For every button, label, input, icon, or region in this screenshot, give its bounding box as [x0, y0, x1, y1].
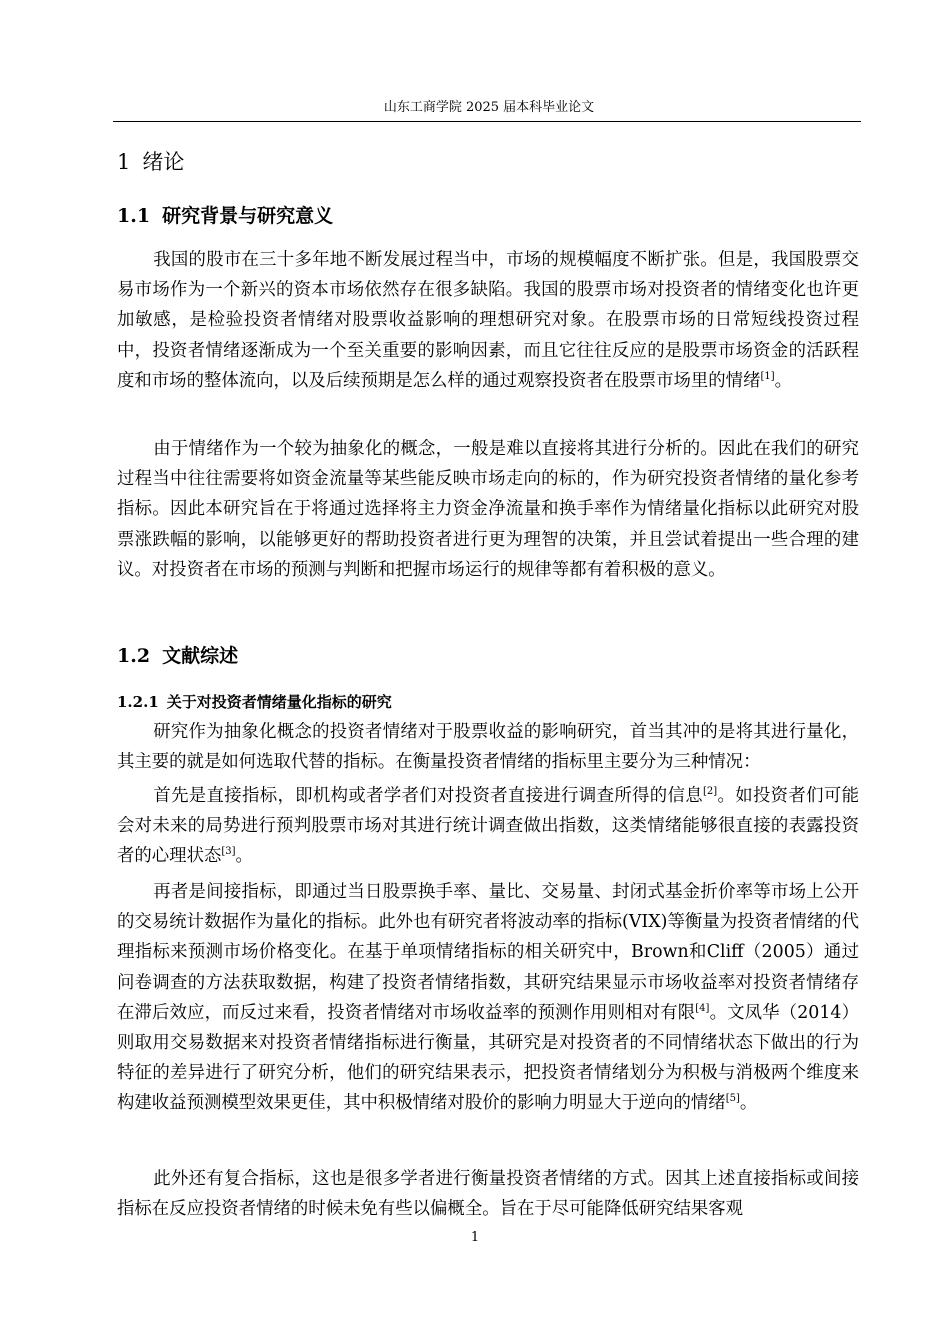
paragraph-indirect-indicators: 再者是间接指标，即通过当日股票换手率、量比、交易量、封闭式基金折价率等市场上公开的交易统计数据作为量化的指标。此外也有研究者将波动率的指标(VIX)等衡量为投资者情绪的代理指标来预测市场价格变化。在基于单项情绪指标的相关研究中，Brown和Cliff（2005）通过问卷调查的方法获取数据，构建了投资者情绪指数，其研究结果显示市场收益率对投资者情绪存在滞后效应，而反过来看，投资者情绪对市场收益率的预测作用则相对有限[4]。文凤华（2014）则取用交易数据来对投资者情绪指标进行衡量，其研究是对投资者的不同情绪状态下做出的行为特征的差异进行了研究分析，他们的研究结果表示，把投资者情绪划分为积极与消极两个维度来构建收益预测模型效果更佳，其中积极情绪对股价的影响力明显大于逆向的情绪[5]。	[117, 882, 859, 1114]
section-heading-1-2	[117, 642, 238, 670]
chapter-title: 绪论	[142, 150, 185, 174]
section-title: 研究背景与研究意义	[162, 205, 334, 227]
subsection-title: 关于对投资者情绪量化指标的研究	[166, 693, 392, 711]
page-header: 山东工商学院 2025 届本科毕业论文	[383, 100, 595, 115]
paragraph-text: 我国的股市在三十多年地不断发展过程当中，市场的规模幅度不断扩张。但是，我国股票交易市场作为一个新兴的资本市场依然存在很多缺陷。我国的股票市场对投资者的情绪变化也许更加敏感，是检验投资者情绪对股票收益影响的理想研究对象。在股票市场的日常短线投资过程中，投资者情绪逐渐成为一个至关重要的影响因素，而且它往往反应的是股票市场资金的活跃程度和市场的整体流向，以及后续预期是怎么样的通过观察投资者在股票市场里的情绪	[117, 250, 859, 391]
paragraph-composite-indicators	[117, 1164, 859, 1224]
paragraph-text: 研究作为抽象化概念的投资者情绪对于股票收益的影响研究，首当其冲的是将其进行量化，其主要的就是如何选取代替的指标。在衡量投资者情绪的指标里主要分为三种情况：	[117, 722, 859, 773]
citation: [5]	[725, 1093, 740, 1105]
section-number: 1.1	[117, 205, 151, 227]
chapter-number: 1	[117, 150, 131, 174]
paragraph-text: 此外还有复合指标，这也是很多学者进行衡量投资者情绪的方式。因其上述直接指标或间接指标在反应投资者情绪的时候未免有些以偏概全。旨在于尽可能降低研究结果客观	[117, 1169, 859, 1220]
page-number: 1	[470, 1230, 480, 1245]
citation: [1]	[760, 371, 775, 383]
subsection-number: 1.2.1	[117, 693, 159, 711]
citation: [3]	[221, 846, 236, 858]
citation: [2]	[702, 786, 718, 798]
header-rule	[113, 121, 861, 122]
paragraph-direct-indicators: 首先是直接指标，即机构或者学者们对投资者直接进行调查所得的信息[2]。如投资者们可能会对未来的局势进行预判股票市场对其进行统计调查做出指数，这类情绪能够很直接的表露投资者的心理状态[3]。	[117, 786, 859, 867]
section-title: 文献综述	[162, 645, 239, 667]
section-heading-1-1	[117, 202, 333, 230]
paragraph-text: 由于情绪作为一个较为抽象化的概念，一般是难以直接将其进行分析的。因此在我们的研究过程当中往往需要将如资金流量等某些能反映市场走向的标的，作为研究投资者情绪的量化参考指标。因此本研究旨在于将通过选择将主力资金净流量和换手率作为情绪量化指标以此研究对股票涨跌幅的影响，以能够更好的帮助投资者进行更为理智的决策，并且尝试着提出一些合理的建议。对投资者在市场的预测与判断和把握市场运行的规律等都有着积极的意义。	[117, 439, 859, 580]
citation: [4]	[695, 1003, 710, 1015]
chapter-heading	[117, 147, 184, 177]
paragraph-background: 我国的股市在三十多年地不断发展过程当中，市场的规模幅度不断扩张。但是，我国股票交易市场作为一个新兴的资本市场依然存在很多缺陷。我国的股票市场对投资者的情绪变化也许更加敏感，是检验投资者情绪对股票收益影响的理想研究对象。在股票市场的日常短线投资过程中，投资者情绪逐渐成为一个至关重要的影响因素，而且它往往反应的是股票市场资金的活跃程度和市场的整体流向，以及后续预期是怎么样的通过观察投资者在股票市场里的情绪[1]。	[117, 250, 859, 391]
paragraph-significance	[117, 434, 859, 585]
subsection-heading-1-2-1	[117, 690, 392, 714]
paragraph-quantification	[117, 717, 859, 777]
section-number: 1.2	[117, 645, 151, 667]
